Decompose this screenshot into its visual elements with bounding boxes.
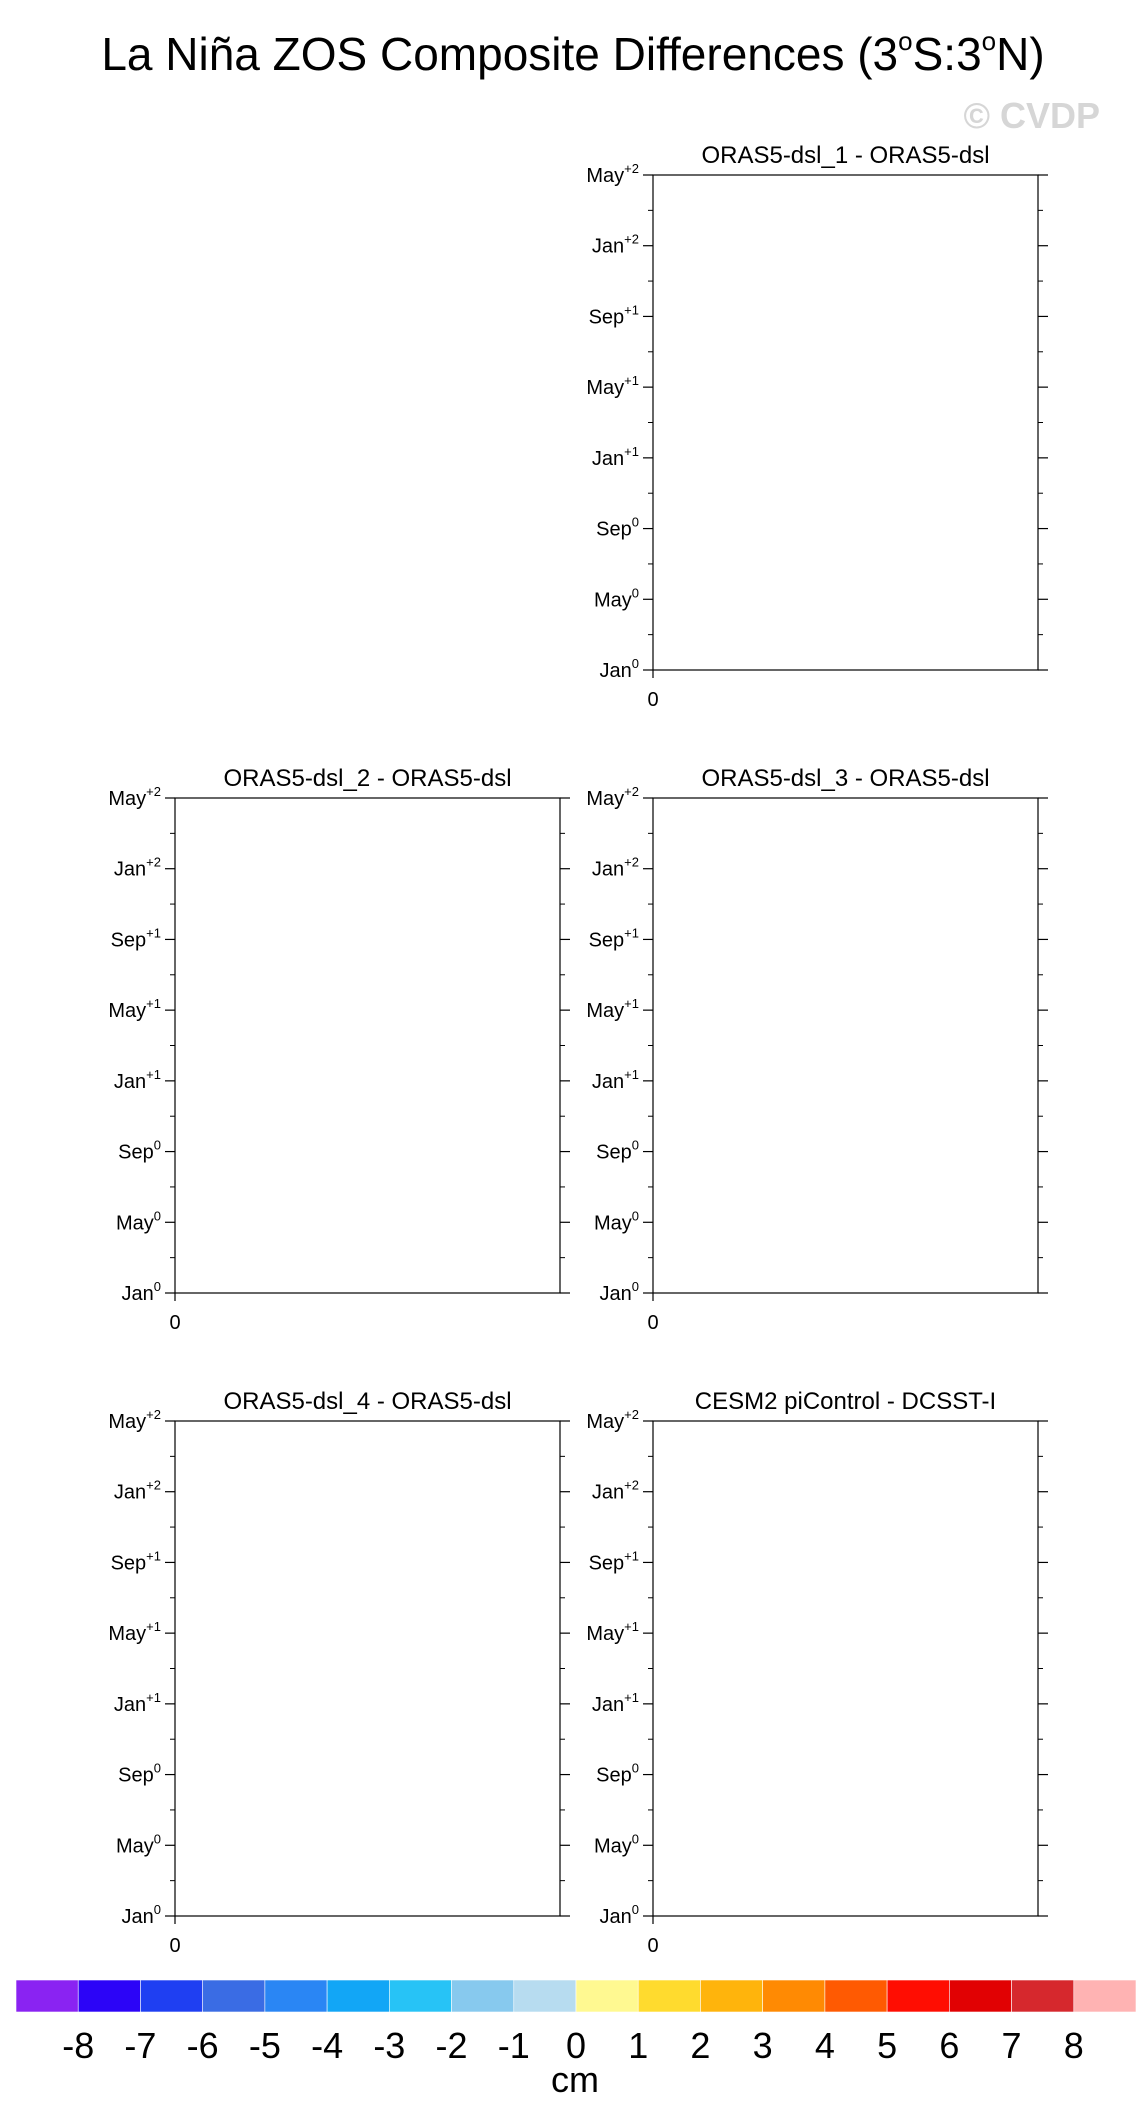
- colorbar-swatch: [700, 1980, 762, 2012]
- colorbar-label: 0: [565, 2025, 587, 2066]
- y-tick-label: Jan$^0$: [121, 1902, 161, 1928]
- colorbar-swatch: [203, 1980, 265, 2012]
- y-tick-label: May$^0$: [593, 1208, 639, 1235]
- y-tick-label: Sep$^0$: [118, 1760, 161, 1787]
- colorbar-swatch: [16, 1980, 78, 2012]
- y-tick-label: May$^{+1}$: [108, 1619, 161, 1646]
- x-tick-label: 0: [647, 1935, 659, 1957]
- panel-title: ORAS5-dsl_1 - ORAS5-dsl: [701, 142, 990, 169]
- y-tick-label: May$^{+2}$: [108, 784, 161, 810]
- y-tick-label: Sep$^0$: [596, 514, 639, 541]
- colorbar-label: 4: [814, 2025, 835, 2066]
- plot-frame: [653, 1421, 1038, 1916]
- x-tick-label: 0: [169, 1935, 181, 1957]
- y-tick-label: Sep$^{+1}$: [110, 925, 161, 952]
- colorbar-swatch: [1074, 1980, 1136, 2012]
- colorbar-label: 2: [690, 2025, 711, 2066]
- plot-frame: [653, 798, 1038, 1293]
- x-tick-label: 0: [647, 1312, 659, 1334]
- colorbar-label: 7: [1001, 2025, 1022, 2066]
- y-tick-label: May$^0$: [115, 1208, 161, 1235]
- colorbar-swatch: [576, 1980, 638, 2012]
- colorbar-swatch: [327, 1980, 389, 2012]
- colorbar-label: -8: [62, 2025, 95, 2066]
- panel-title: ORAS5-dsl_4 - ORAS5-dsl: [223, 1388, 512, 1415]
- colorbar-label: 1: [628, 2025, 649, 2066]
- colorbar-swatch: [265, 1980, 327, 2012]
- y-tick-label: Sep$^{+1}$: [110, 1548, 161, 1575]
- colorbar-label: 5: [877, 2025, 898, 2066]
- panel-1: [586, 142, 1048, 711]
- y-tick-label: May$^{+2}$: [586, 784, 639, 810]
- y-tick-label: Jan$^0$: [121, 1279, 161, 1305]
- colorbar-label: -5: [248, 2025, 281, 2066]
- colorbar-swatch: [763, 1980, 825, 2012]
- colorbar-swatch: [389, 1980, 451, 2012]
- y-tick-label: Jan$^0$: [599, 656, 639, 682]
- y-tick-label: May$^{+1}$: [108, 996, 161, 1023]
- plot-frame: [175, 1421, 560, 1916]
- y-tick-label: Jan$^{+1}$: [591, 1066, 639, 1093]
- y-tick-label: Jan$^{+2}$: [591, 1477, 639, 1504]
- y-tick-label: May$^0$: [593, 585, 639, 612]
- y-tick-label: Jan$^{+1}$: [113, 1066, 161, 1093]
- panels: [108, 142, 1048, 1957]
- colorbar-label: -3: [373, 2025, 406, 2066]
- y-tick-label: Jan$^{+2}$: [113, 854, 161, 881]
- plot-frame: [653, 175, 1038, 670]
- y-tick-label: Jan$^{+2}$: [113, 1477, 161, 1504]
- colorbar-unit: cm: [551, 2059, 599, 2100]
- y-tick-label: May$^0$: [115, 1831, 161, 1858]
- watermark: © CVDP: [963, 95, 1100, 136]
- colorbar-swatch: [949, 1980, 1011, 2012]
- y-tick-label: Jan$^0$: [599, 1279, 639, 1305]
- y-tick-label: Jan$^{+1}$: [591, 443, 639, 470]
- colorbar-label: 8: [1063, 2025, 1084, 2066]
- colorbar-swatch: [887, 1980, 949, 2012]
- panel-title: ORAS5-dsl_2 - ORAS5-dsl: [223, 765, 512, 792]
- panel-2: [108, 765, 570, 1334]
- y-tick-label: Sep$^{+1}$: [588, 1548, 639, 1575]
- colorbar-swatch: [140, 1980, 202, 2012]
- colorbar: [16, 1980, 1136, 2100]
- y-tick-label: Sep$^{+1}$: [588, 925, 639, 952]
- x-tick-label: 0: [169, 1312, 181, 1334]
- colorbar-swatch: [514, 1980, 576, 2012]
- plot-frame: [175, 798, 560, 1293]
- colorbar-label: -6: [186, 2025, 219, 2066]
- colorbar-label: -2: [435, 2025, 468, 2066]
- y-tick-label: Jan$^{+1}$: [591, 1689, 639, 1716]
- y-tick-label: Jan$^{+2}$: [591, 231, 639, 258]
- y-tick-label: May$^0$: [593, 1831, 639, 1858]
- y-tick-label: May$^{+2}$: [108, 1407, 161, 1433]
- colorbar-swatch: [78, 1980, 140, 2012]
- y-tick-label: May$^{+1}$: [586, 373, 639, 400]
- colorbar-swatch: [1012, 1980, 1074, 2012]
- panel-5: [586, 1388, 1048, 1957]
- panel-title: ORAS5-dsl_3 - ORAS5-dsl: [701, 765, 990, 792]
- colorbar-label: 3: [752, 2025, 773, 2066]
- panel-3: [586, 765, 1048, 1334]
- colorbar-swatch: [638, 1980, 700, 2012]
- colorbar-swatch: [825, 1980, 887, 2012]
- panel-title: CESM2 piControl - DCSST-I: [694, 1388, 997, 1415]
- colorbar-label: -1: [497, 2025, 530, 2066]
- y-tick-label: Sep$^{+1}$: [588, 302, 639, 329]
- colorbar-swatch: [452, 1980, 514, 2012]
- y-tick-label: May$^{+2}$: [586, 1407, 639, 1433]
- colorbar-label: -7: [124, 2025, 157, 2066]
- x-tick-label: 0: [647, 689, 659, 711]
- y-tick-label: Jan$^{+1}$: [113, 1689, 161, 1716]
- y-tick-label: Jan$^{+2}$: [591, 854, 639, 881]
- colorbar-label: 6: [939, 2025, 960, 2066]
- y-tick-label: Sep$^0$: [118, 1137, 161, 1164]
- y-tick-label: May$^{+1}$: [586, 996, 639, 1023]
- y-tick-label: May$^{+1}$: [586, 1619, 639, 1646]
- y-tick-label: May$^{+2}$: [586, 161, 639, 187]
- y-tick-label: Sep$^0$: [596, 1760, 639, 1787]
- y-tick-label: Jan$^0$: [599, 1902, 639, 1928]
- panel-4: [108, 1388, 570, 1957]
- figure-title: La Niña ZOS Composite Differences (3$^o$S:3$^o$N): [101, 26, 1045, 80]
- y-tick-label: Sep$^0$: [596, 1137, 639, 1164]
- colorbar-label: -4: [311, 2025, 344, 2066]
